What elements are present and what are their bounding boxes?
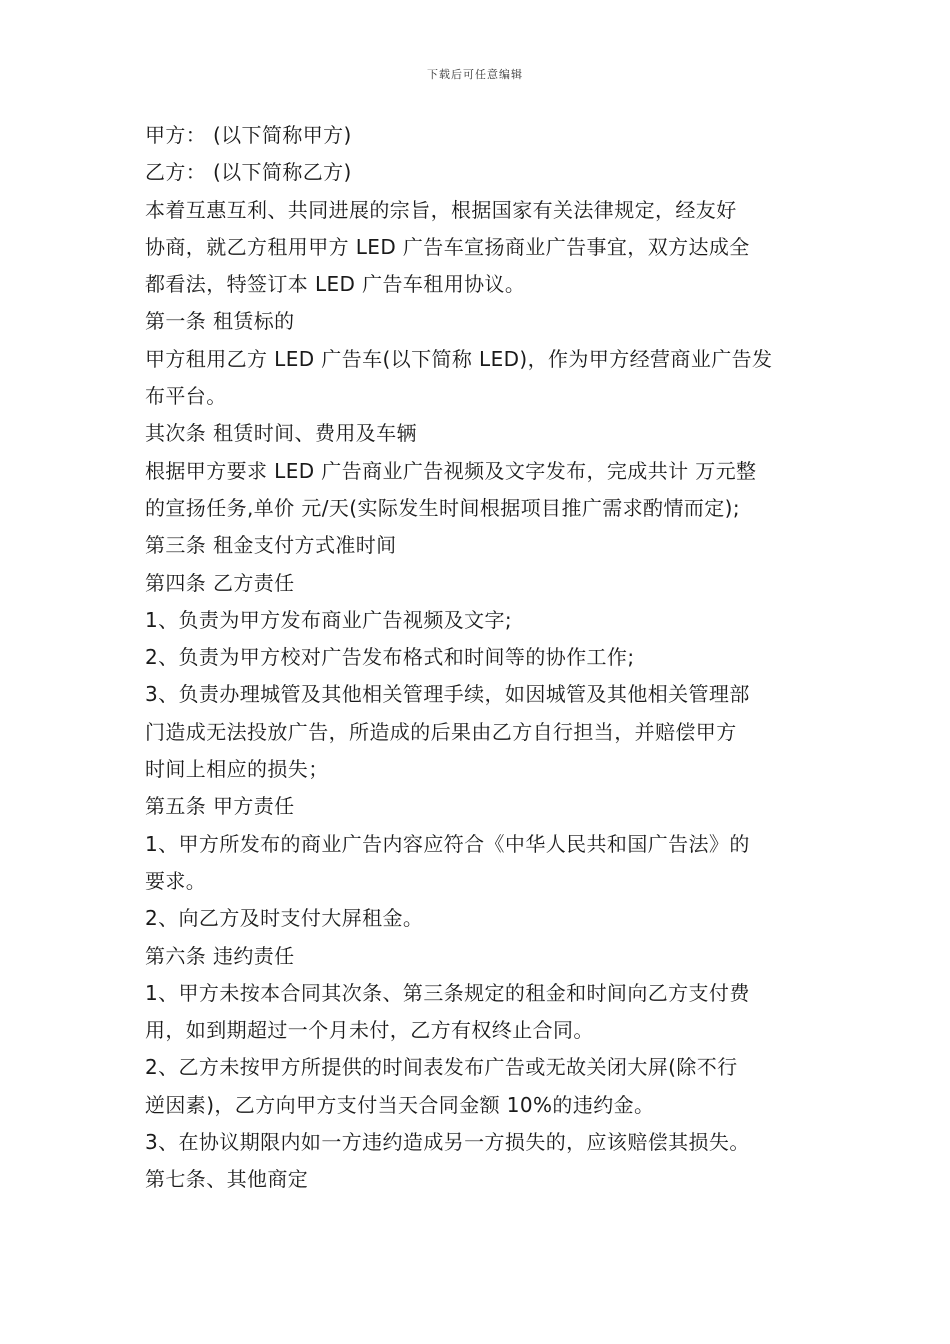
doc-line-article-5-item-2: 2、向乙方及时支付大屏租金。 — [145, 906, 424, 931]
header-note: 下载后可任意编辑 — [427, 68, 523, 81]
doc-line-article-2-b: 的宣扬任务,单价 元/天(实际发生时间根据项目推广需求酌情而定); — [145, 495, 740, 520]
doc-line-article-2-a: 根据甲方要求 LED 广告商业广告视频及文字发布，完成共计 万元整 — [145, 458, 757, 483]
doc-line-article-4-item-3b: 门造成无法投放广告，所造成的后果由乙方自行担当，并赔偿甲方 — [145, 719, 737, 744]
doc-line-article-6-item-3: 3、在协议期限内如一方违约造成另一方损失的，应该赔偿其损失。 — [145, 1130, 750, 1155]
doc-line-article-1-a: 甲方租用乙方 LED 广告车(以下简称 LED)，作为甲方经营商业广告发 — [145, 346, 773, 371]
doc-line-article-6-item-1a: 1、甲方未按本合同其次条、第三条规定的租金和时间向乙方支付费 — [145, 980, 750, 1005]
doc-line-article-6-item-2b: 逆因素)，乙方向甲方支付当天合同金额 10%的违约金。 — [145, 1092, 655, 1117]
doc-line-article-5-item-1a: 1、甲方所发布的商业广告内容应符合《中华人民共和国广告法》的 — [145, 831, 750, 856]
doc-line-article-4-item-1: 1、负责为甲方发布商业广告视频及文字; — [145, 607, 513, 632]
doc-heading-article-1: 第一条 租赁标的 — [145, 309, 295, 334]
doc-line-article-1-b: 布平台。 — [145, 384, 227, 409]
doc-line-preamble-2: 协商，就乙方租用甲方 LED 广告车宣扬商业广告事宜，双方达成全 — [145, 234, 750, 259]
doc-heading-article-4: 第四条 乙方责任 — [145, 570, 295, 595]
doc-line-party-a: 甲方： (以下简称甲方) — [145, 123, 352, 147]
doc-heading-article-2: 其次条 租赁时间、费用及车辆 — [145, 421, 417, 446]
doc-line-article-5-item-1b: 要求。 — [145, 868, 207, 893]
doc-heading-article-3: 第三条 租金支付方式准时间 — [145, 533, 397, 558]
doc-line-article-4-item-3a: 3、负责办理城管及其他相关管理手续，如因城管及其他相关管理部 — [145, 682, 750, 707]
doc-heading-article-7: 第七条、其他商定 — [145, 1167, 309, 1192]
document-body — [145, 117, 813, 1199]
doc-line-article-6-item-2a: 2、乙方未按甲方所提供的时间表发布广告或无故关闭大屏(除不行 — [145, 1055, 738, 1080]
doc-line-article-6-item-1b: 用，如到期超过一个月未付，乙方有权终止合同。 — [145, 1018, 594, 1043]
doc-heading-article-5: 第五条 甲方责任 — [145, 794, 295, 819]
doc-line-preamble-1: 本着互惠互利、共同进展的宗旨，根据国家有关法律规定，经友好 — [145, 197, 737, 222]
doc-heading-article-6: 第六条 违约责任 — [145, 943, 295, 968]
doc-line-preamble-3: 都看法，特签订本 LED 广告车租用协议。 — [145, 272, 526, 297]
doc-line-party-b: 乙方： (以下简称乙方) — [145, 160, 352, 185]
doc-line-article-4-item-3c: 时间上相应的损失； — [145, 757, 329, 782]
doc-line-article-4-item-2: 2、负责为甲方校对广告发布格式和时间等的协作工作; — [145, 645, 635, 670]
